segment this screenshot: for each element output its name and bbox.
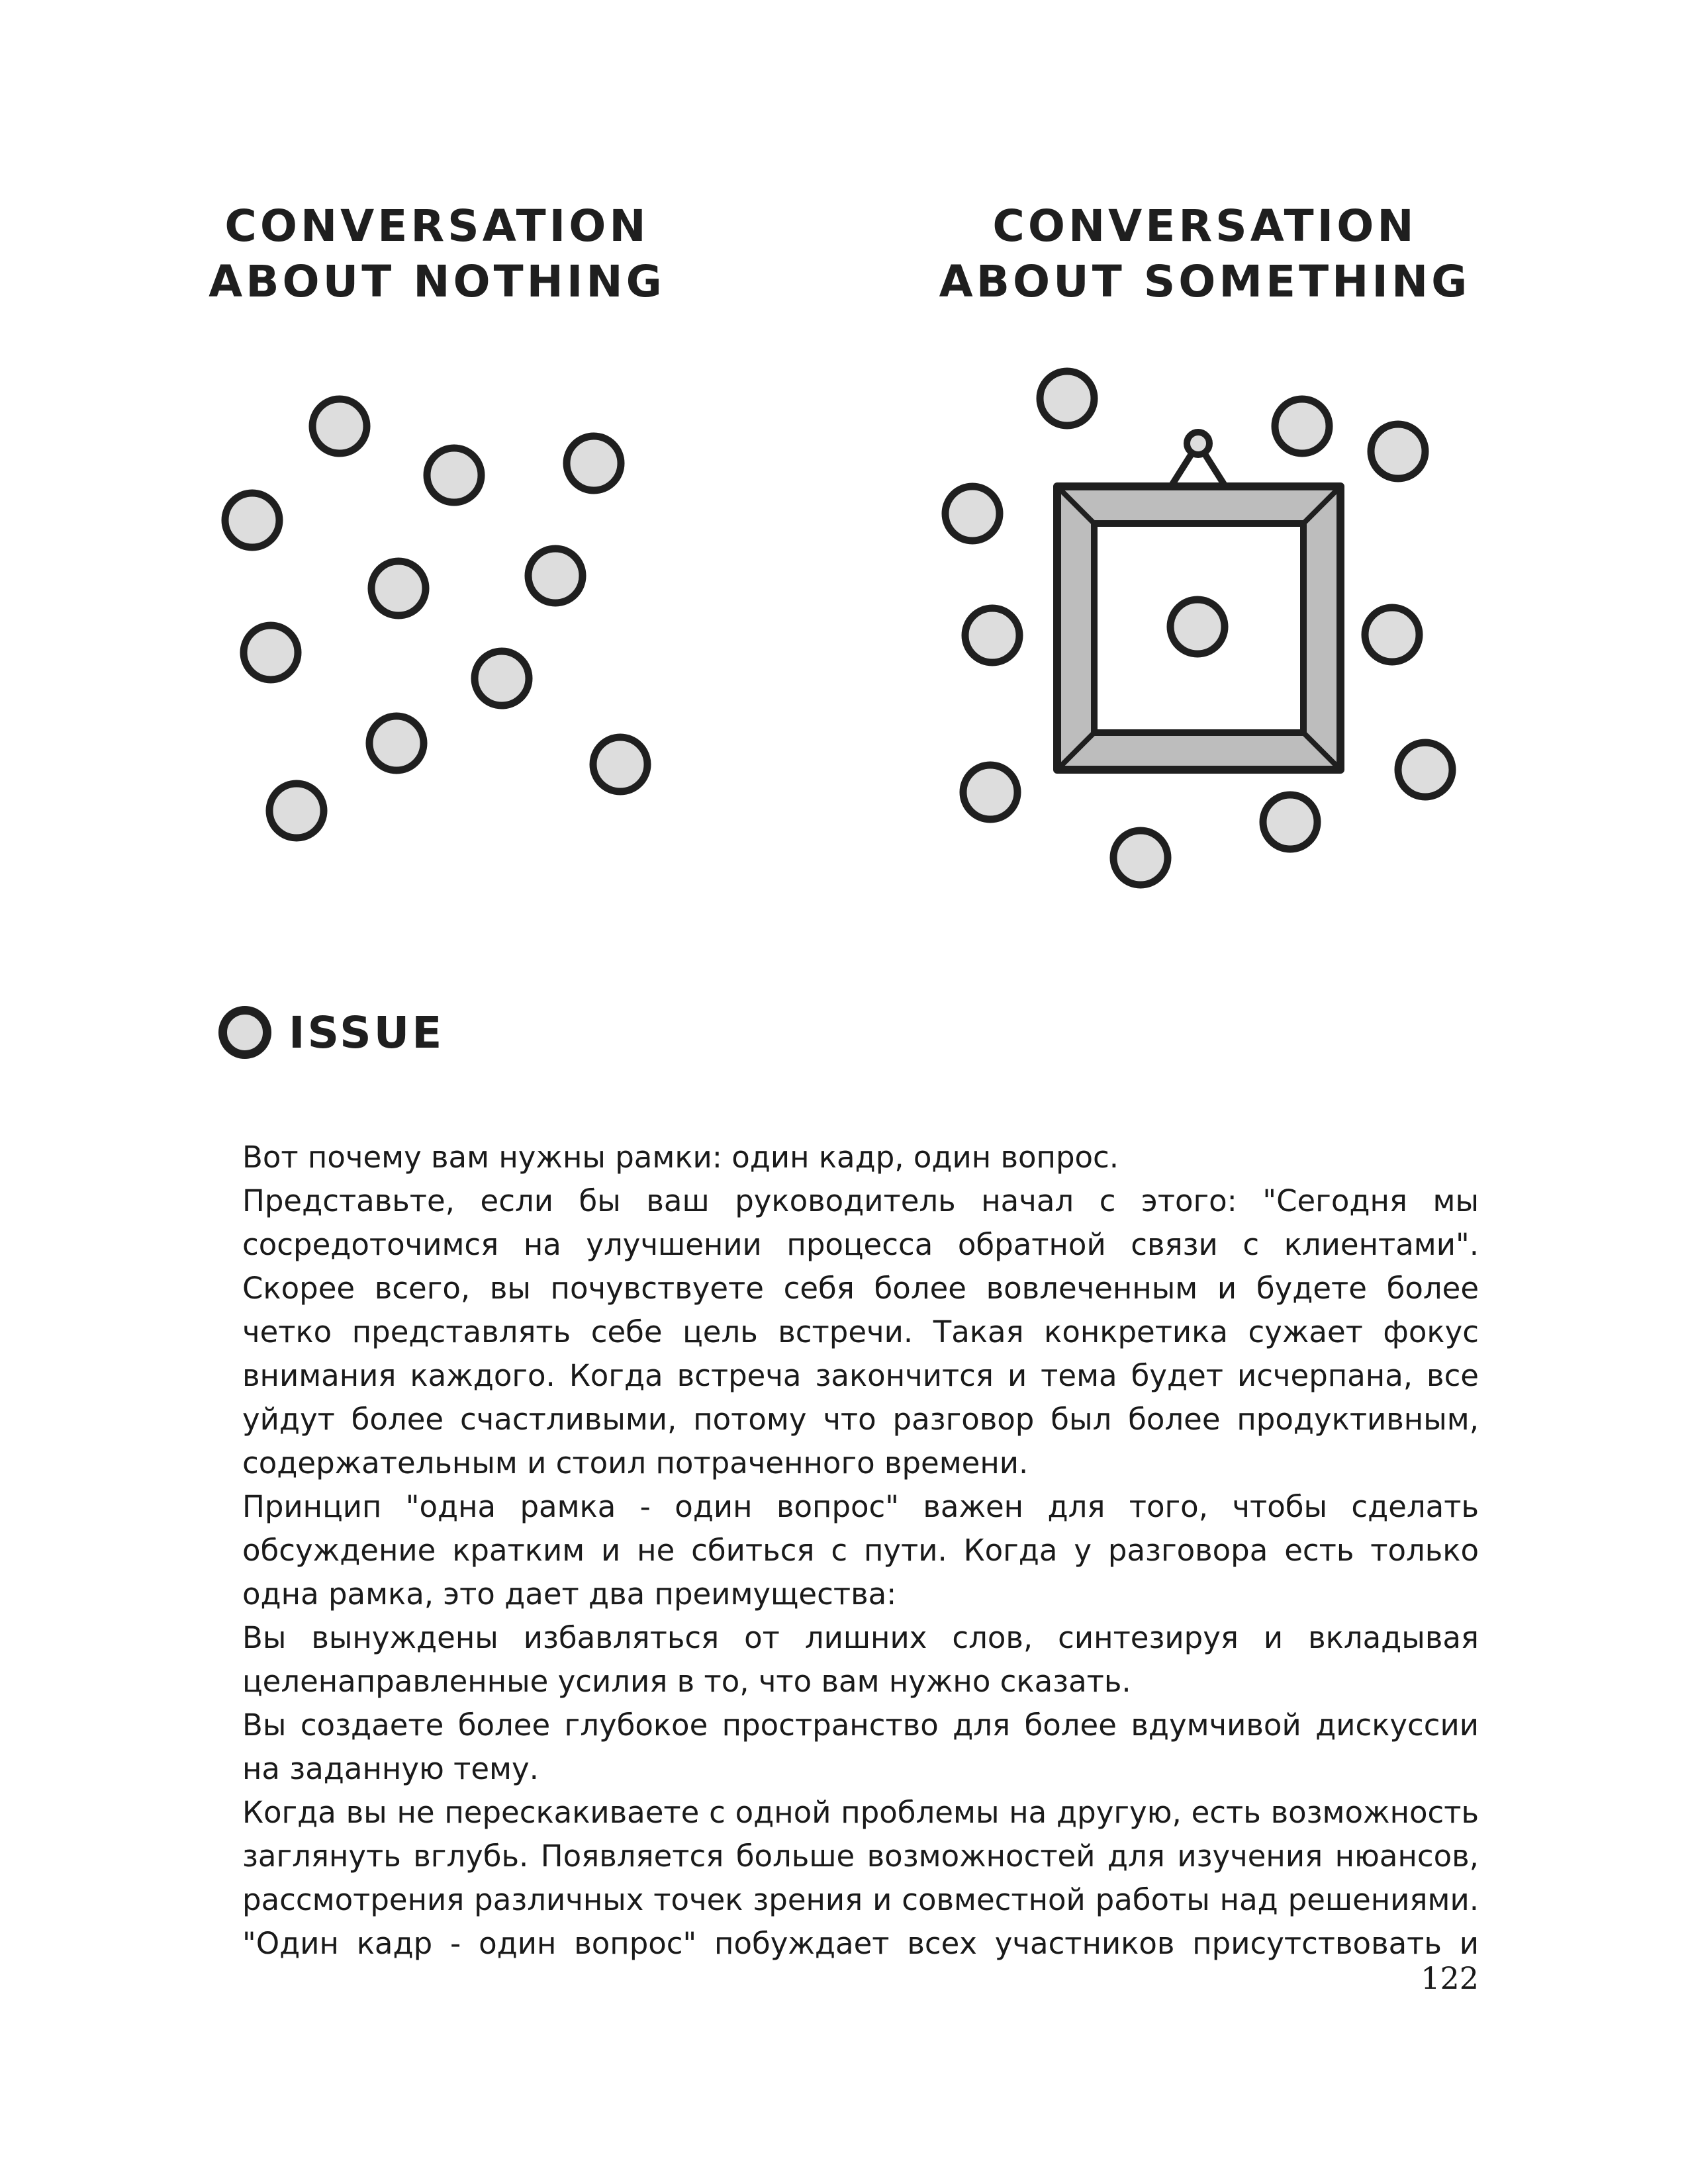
issue-dot [371, 561, 426, 615]
framed-issue-dot [1170, 600, 1225, 654]
issue-dot [945, 486, 1000, 541]
issue-dot [369, 716, 424, 770]
legend [218, 996, 444, 1069]
heading-conversation-about-nothing [199, 199, 675, 310]
framed-issue-diagram [945, 371, 1452, 885]
paragraph: Вы создаете более глубокое пространство для более вдумчивой дискуссии на заданную тему. [242, 1707, 1479, 1786]
issue-dot [1040, 371, 1094, 426]
heading-line: CONVERSATION [992, 201, 1417, 251]
issue-dot [427, 448, 481, 502]
heading-line: CONVERSATION [224, 201, 649, 251]
issue-dot [225, 493, 279, 547]
legend-label: ISSUE [289, 1007, 445, 1058]
heading-conversation-about-something [927, 199, 1483, 310]
paragraph: Представьте, если бы ваш руководитель начал с этого: "Сегодня мы сосредоточимся на улучшении процесса обратной связи с клиентами". Скорее всего, вы почувствуете себя более вовлеченным и будете более четко представлять себе цель встречи. Такая конкретика сужает фокус внимания каждого. Когда встреча закончится и тема будет исчерпана, все уйдут более счастливыми, потому что разговор был более продуктивным, содержательным и стоил потраченного времени. [242, 1183, 1479, 1480]
body-text [242, 1136, 1479, 1966]
issue-dot [528, 549, 583, 603]
issue-dot [312, 399, 367, 453]
page-number: 122 [1421, 1960, 1479, 1996]
paragraph: Вот почему вам нужны рамки: один кадр, один вопрос. [242, 1140, 1119, 1175]
issue-dot [593, 737, 647, 792]
issue-dot [1371, 424, 1425, 478]
paragraph: Вы вынуждены избавляться от лишних слов, синтезируя и вкладывая целенаправленные усилия в то, что вам нужно сказать. [242, 1620, 1479, 1699]
issue-dot [244, 625, 298, 680]
issue-dot [965, 608, 1019, 662]
issue-dot [963, 765, 1017, 819]
issue-dot [1113, 831, 1168, 885]
paragraph: Когда вы не перескакиваете с одной проблемы на другую, есть возможность заглянуть вглубь. Появляется больше возможностей для изучения нюансов, рассмотрения различных точек зрения и совместной работы над решениями. "Один кадр - один вопрос" побуждает всех участников присутствовать и [242, 1795, 1479, 1961]
issue-dot [269, 784, 324, 838]
heading-line: ABOUT SOMETHING [939, 256, 1471, 307]
issue-dot [567, 436, 621, 490]
heading-line: ABOUT NOTHING [209, 256, 665, 307]
paragraph: Принцип "одна рамка - один вопрос" важен для того, чтобы сделать обсуждение кратким и не сбиться с пути. Когда у разговора есть только одна рамка, это дает два преимущества: [242, 1489, 1479, 1612]
issue-dot [1398, 743, 1452, 797]
scattered-issues-diagram [225, 399, 647, 838]
issue-dot [1275, 399, 1329, 453]
illustration [0, 0, 1688, 993]
issue-dot [1365, 608, 1419, 662]
frame-nail [1187, 432, 1209, 455]
issue-dot [1263, 795, 1317, 849]
circle-icon [218, 1006, 271, 1059]
issue-dot [475, 651, 529, 705]
